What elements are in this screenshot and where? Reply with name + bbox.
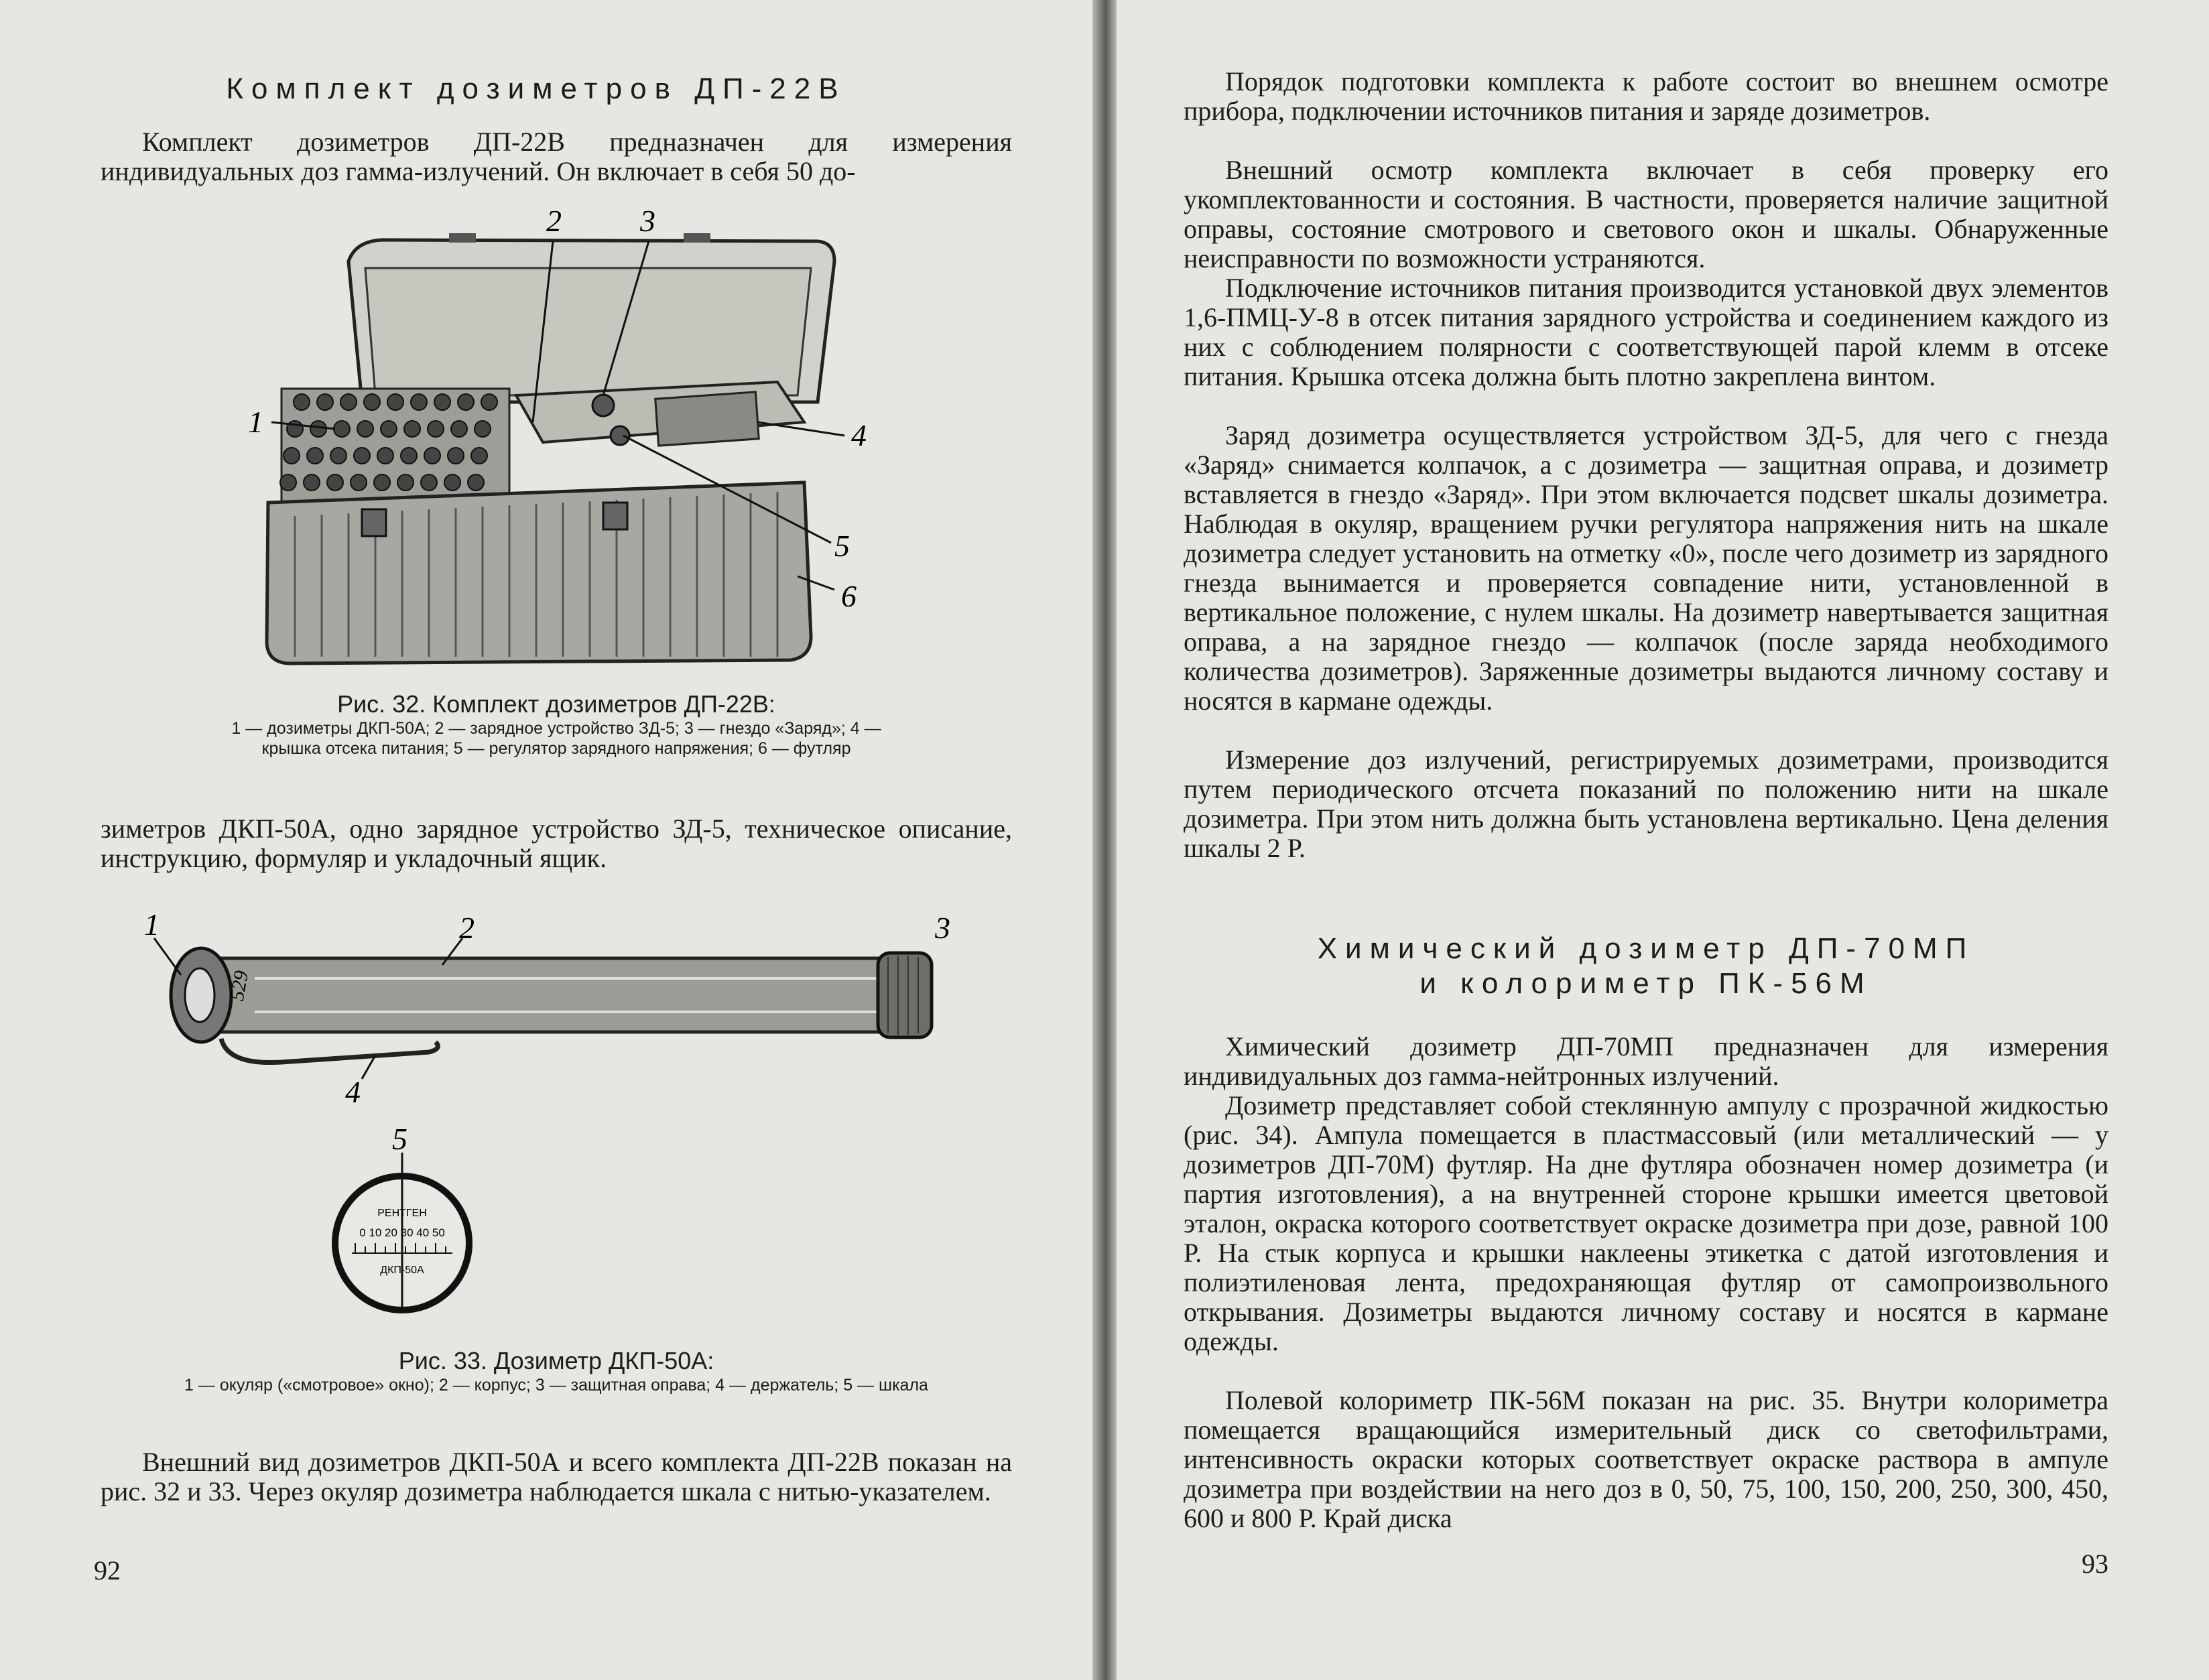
fig33-label-5: 5 xyxy=(392,1122,407,1156)
dosimeter-scale-view xyxy=(335,1122,469,1310)
paragraph-preparation: Порядок подготовки комплекта к работе состоит во внешнем осмотре прибора, подключении источников питания и заряде дозиметров. xyxy=(1184,66,2108,126)
paragraph-chemical-dosimeter: Химический дозиметр ДП-70МП предназначен для измерения индивидуальных доз гамма-нейтронных излучений. xyxy=(1184,1031,2108,1091)
fig33-label-2: 2 xyxy=(459,911,475,945)
figure-32-caption-title: Рис. 32. Комплект дозиметров ДП-22В: xyxy=(337,690,775,718)
fig32-label-5: 5 xyxy=(834,529,850,563)
fig32-label-4: 4 xyxy=(851,418,867,452)
paragraph-inspection: Внешний осмотр комплекта включает в себя проверку его укомплектованности и состояния. В частности, проверяется наличие защитной оправы, состояние смотрового и светового окон и шкалы. Обнаруженные неисправности по возможности устраняются. xyxy=(1184,155,2108,273)
figure-33-caption-legend: 1 — окуляр («смотровое» окно); 2 — корпус; 3 — защитная оправа; 4 — держатель; 5 — шкала xyxy=(184,1376,928,1395)
section-title-dp22v: Комплект дозиметров ДП-22В xyxy=(226,72,846,105)
fig33-label-4: 4 xyxy=(345,1075,361,1109)
paragraph-charging: Заряд дозиметра осуществляется устройством ЗД-5, для чего с гнезда «Заряд» снимается колпачок, а с дозиметра — защитная оправа, и дозиметр вставляется в гнездо «Заряд». При этом включается подсвет шкалы дозиметра. Наблюдая в окуляр, вращением ручки регулятора напряжения нить на шкале дозиметра следует установить на отметку «0», после чего дозиметр из зарядного гнезда вынимается и проверяется совпадение нити, установленной в вертикальное положение, с нулем шкалы. На дозиметр навертывается защитная оправа, а на зарядное гнездо — колпачок (после заряда необходимого количества дозиметров). Заряженные дозиметры выдаются личному составу и носятся в кармане одежды. xyxy=(1184,420,2108,716)
paragraph-colorimeter: Полевой колориметр ПК-56М показан на рис. 35. Внутри колориметра помещается вращающийся измерительный диск со светофильтрами, интенсивность окраски которых соответствует окраске раствора в ампуле дозиметра при воздействии на него доз в 0, 50, 75, 100, 150, 200, 250, 300, 450, 600 и 800 Р. Край диска xyxy=(1184,1385,2108,1533)
figure-33-caption xyxy=(121,1347,992,1395)
paragraph-measurement: Измерение доз излучений, регистрируемых дозиметрами, производится путем периодического отсчета показаний по положению нити на шкале дозиметра. При этом нить должна быть установлена вертикально. Цена деления шкалы 2 Р. xyxy=(1184,745,2108,863)
scale-unit-label: РЕНТГЕН xyxy=(377,1208,427,1219)
paragraph-external-view: Внешний вид дозиметров ДКП-50А и всего комплекта ДП-22В показан на рис. 32 и 33. Через окуляр дозиметра наблюдается шкала с нитью-указателем. xyxy=(101,1447,1012,1506)
figure-32-case-illustration xyxy=(228,201,885,670)
paragraph-power: Подключение источников питания производится установкой двух элементов 1,6-ПМЦ-У-8 в отсек питания зарядного устройства и соединением каждого из них с соблюдением полярности с соответствующей парой клемм в отсеке питания. Крышка отсека должна быть плотно закреплена винтом. xyxy=(1184,273,2108,391)
fig32-label-3: 3 xyxy=(640,204,655,238)
dosimeter-number: 529 xyxy=(225,968,253,1003)
right-page xyxy=(1117,0,2209,1680)
left-page xyxy=(0,0,1092,1680)
section-title-line-1: Химический дозиметр ДП-70МП xyxy=(1317,932,1975,965)
book-gutter xyxy=(1092,0,1117,1680)
fig32-label-6: 6 xyxy=(841,579,857,613)
page-number-left: 92 xyxy=(94,1555,121,1586)
section-title-dp70mp xyxy=(1184,931,2108,1001)
figure-32-caption-legend: 1 — дозиметры ДКП-50А; 2 — зарядное устройство ЗД-5; 3 — гнездо «Заряд»; 4 — крышка отсека питания; 5 — регулятор зарядного напряжения; 6 — футляр xyxy=(231,719,881,758)
section-title-line-2: и колориметр ПК-56М xyxy=(1419,967,1873,1000)
scale-model-label: ДКП-50А xyxy=(380,1265,424,1276)
paragraph-continuation: зиметров ДКП-50А, одно зарядное устройство ЗД-5, техническое описание, инструкцию, формуляр и укладочный ящик. xyxy=(101,814,1012,873)
scale-numbers: 0 10 20 30 40 50 xyxy=(359,1226,445,1239)
paragraph-ampoule: Дозиметр представляет собой стеклянную ампулу с прозрачной жидкостью (рис. 34). Ампула помещается в пластмассовый (или металлический — у дозиметров ДП-70М) футляр. На дне футляра обозначен номер дозиметра (и партия изготовления), а на внутренней стороне крышки имеется цветовой эталон, окраска которого соответствует окраске дозиметра при дозе, равной 100 Р. На стык корпуса и крышки наклеены этикетка с датой изготовления и полиэтиленовая лента, предохраняющая футляр от самопроизвольного открывания. Дозиметры выдаются личному составу и носятся в кармане одежды. xyxy=(1184,1090,2108,1356)
fig32-label-2: 2 xyxy=(546,204,562,238)
fig32-label-1: 1 xyxy=(248,405,263,439)
figure-32-caption xyxy=(221,690,891,759)
page-number-right: 93 xyxy=(2082,1549,2108,1579)
fig33-label-3: 3 xyxy=(935,911,950,945)
paragraph-intro: Комплект дозиметров ДП-22В предназначен для измерения индивидуальных доз гамма-излучений. Он включает в себя 50 до- xyxy=(101,127,1012,186)
figure-33-dosimeter-illustration xyxy=(121,911,992,1327)
figure-33-caption-title: Рис. 33. Дозиметр ДКП-50А: xyxy=(398,1347,714,1374)
fig33-label-1: 1 xyxy=(144,911,160,942)
